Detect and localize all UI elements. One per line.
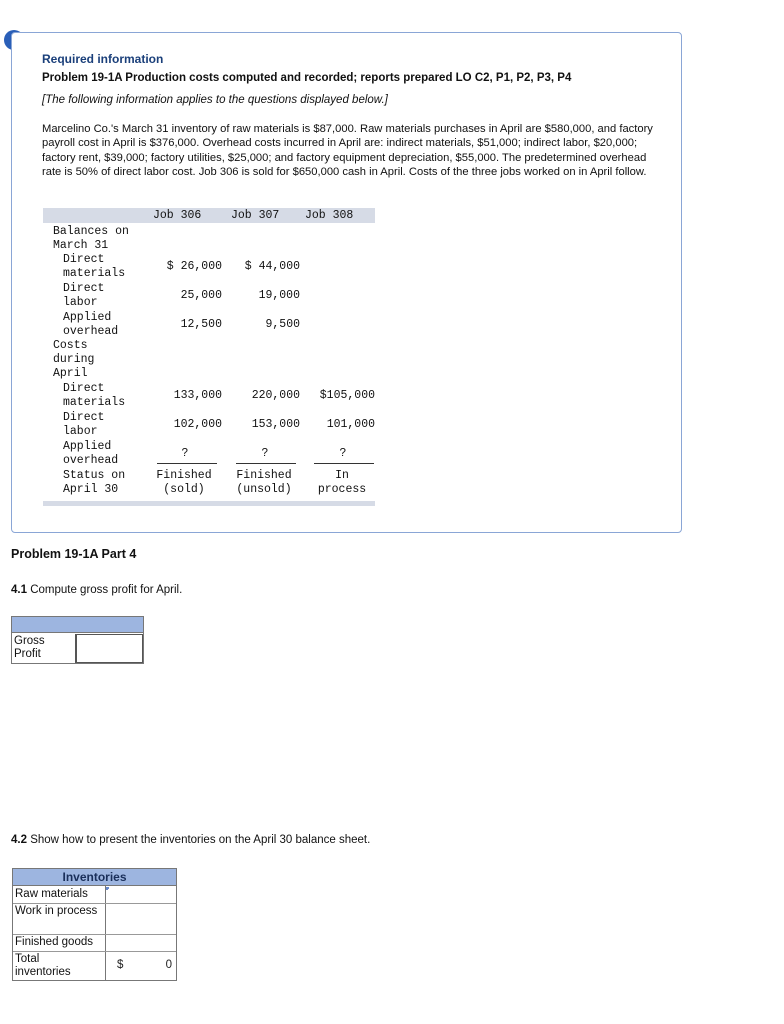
label-apr-ao-2: overhead (63, 454, 119, 467)
question-4-1-number: 4.1 (11, 584, 27, 596)
question-4-2-number: 4.2 (11, 834, 27, 846)
apr-dm-307: 220,000 (251, 389, 300, 402)
label-status-on: Status on (63, 469, 126, 482)
apr-dm-308: $105,000 (319, 389, 375, 402)
apr-dl-306: 102,000 (173, 418, 222, 431)
required-info-title: Required information (42, 52, 164, 66)
mar-dl-306: 25,000 (180, 289, 222, 302)
raw-materials-input[interactable] (106, 887, 176, 902)
status-308-a: In (335, 469, 349, 482)
label-apr-dl-1: Direct (63, 411, 105, 424)
mar-dl-307: 19,000 (258, 289, 300, 302)
question-4-1 (11, 584, 182, 596)
header-job-308: Job 308 (305, 209, 354, 222)
finished-goods-label: Finished goods (15, 936, 93, 948)
problem-title: Problem 19-1A Production costs computed and recorded; reports prepared LO C2, P1, P2, P3, P4 (42, 72, 572, 84)
job-table-footer-bar (43, 501, 375, 506)
underline-306 (157, 463, 217, 464)
total-inventories-label: Total inventories (15, 953, 71, 978)
header-job-307: Job 307 (231, 209, 280, 222)
status-308-b: process (317, 483, 367, 496)
label-apr-dm-1: Direct (63, 382, 105, 395)
label-mar-dm-1: Direct (63, 253, 105, 266)
label-mar-ao-1: Applied (63, 311, 112, 324)
label-balances-on: Balances on (53, 225, 129, 238)
required-info-box (11, 32, 682, 533)
apr-dl-308: 101,000 (326, 418, 375, 431)
label-apr-ao-1: Applied (63, 440, 112, 453)
label-mar-dl-2: labor (63, 296, 98, 309)
label-april: April (53, 367, 88, 380)
question-4-1-text: Compute gross profit for April. (27, 584, 183, 596)
question-4-2-text: Show how to present the inventories on the April 30 balance sheet. (27, 834, 371, 846)
apr-ao-307: ? (261, 447, 269, 460)
problem-paragraph: Marcelino Co.'s March 31 inventory of raw materials is $87,000. Raw materials purchases in April are $580,000, and factory payroll cost in April is $376,000. Overhead costs incurred in April are: indirect materials, $51,000; indirect labor, $20,000; factory rent, $39,000; factory utilities, $25,000; and factory equipment depreciation, $55,000. The predetermined overhead rate is 50% of direct labor cost. Job 306 is sold for $650,000 cash in April. Costs of the three jobs worked on in April follow. (42, 123, 653, 178)
status-307-a: Finished (236, 469, 292, 482)
apr-ao-306: ? (181, 447, 189, 460)
finished-goods-input[interactable] (106, 935, 176, 950)
mar-dm-307: $ 44,000 (244, 260, 300, 273)
label-march-31: March 31 (53, 239, 109, 252)
gross-profit-input[interactable] (75, 634, 143, 663)
header-job-306: Job 306 (153, 209, 202, 222)
label-during: during (53, 353, 95, 366)
label-mar-dm-2: materials (63, 267, 126, 280)
inventories-table (12, 868, 177, 981)
mar-ao-307: 9,500 (265, 318, 300, 331)
status-306-a: Finished (156, 469, 212, 482)
apr-ao-308: ? (339, 447, 347, 460)
part-title: Problem 19-1A Part 4 (11, 547, 137, 561)
apr-dl-307: 153,000 (251, 418, 300, 431)
total-currency: $ (117, 959, 124, 971)
inventories-title: Inventories (13, 869, 176, 886)
input-flag-icon (106, 887, 109, 890)
row-divider (13, 951, 176, 952)
label-mar-ao-2: overhead (63, 325, 119, 338)
gross-profit-table (11, 616, 144, 664)
work-in-process-label: Work in process (15, 905, 98, 917)
job-cost-table (43, 208, 375, 507)
underline-307 (236, 463, 296, 464)
label-april-30: April 30 (63, 483, 119, 496)
total-inventories-value: 0 (165, 959, 172, 971)
gross-profit-header (12, 617, 143, 633)
problem-note: [The following information applies to the questions displayed below.] (42, 94, 388, 106)
gross-profit-label: Gross Profit (14, 635, 45, 660)
label-costs: Costs (53, 339, 88, 352)
label-apr-dl-2: labor (63, 425, 98, 438)
label-apr-dm-2: materials (63, 396, 126, 409)
mar-dm-306: $ 26,000 (166, 260, 222, 273)
work-in-process-input[interactable] (106, 904, 176, 933)
question-4-2 (11, 834, 370, 846)
label-mar-dl-1: Direct (63, 282, 105, 295)
raw-materials-label: Raw materials (15, 888, 88, 900)
status-307-b: (unsold) (236, 483, 292, 496)
apr-dm-306: 133,000 (173, 389, 222, 402)
mar-ao-306: 12,500 (180, 318, 222, 331)
status-306-b: (sold) (163, 483, 205, 496)
underline-308 (314, 463, 374, 464)
